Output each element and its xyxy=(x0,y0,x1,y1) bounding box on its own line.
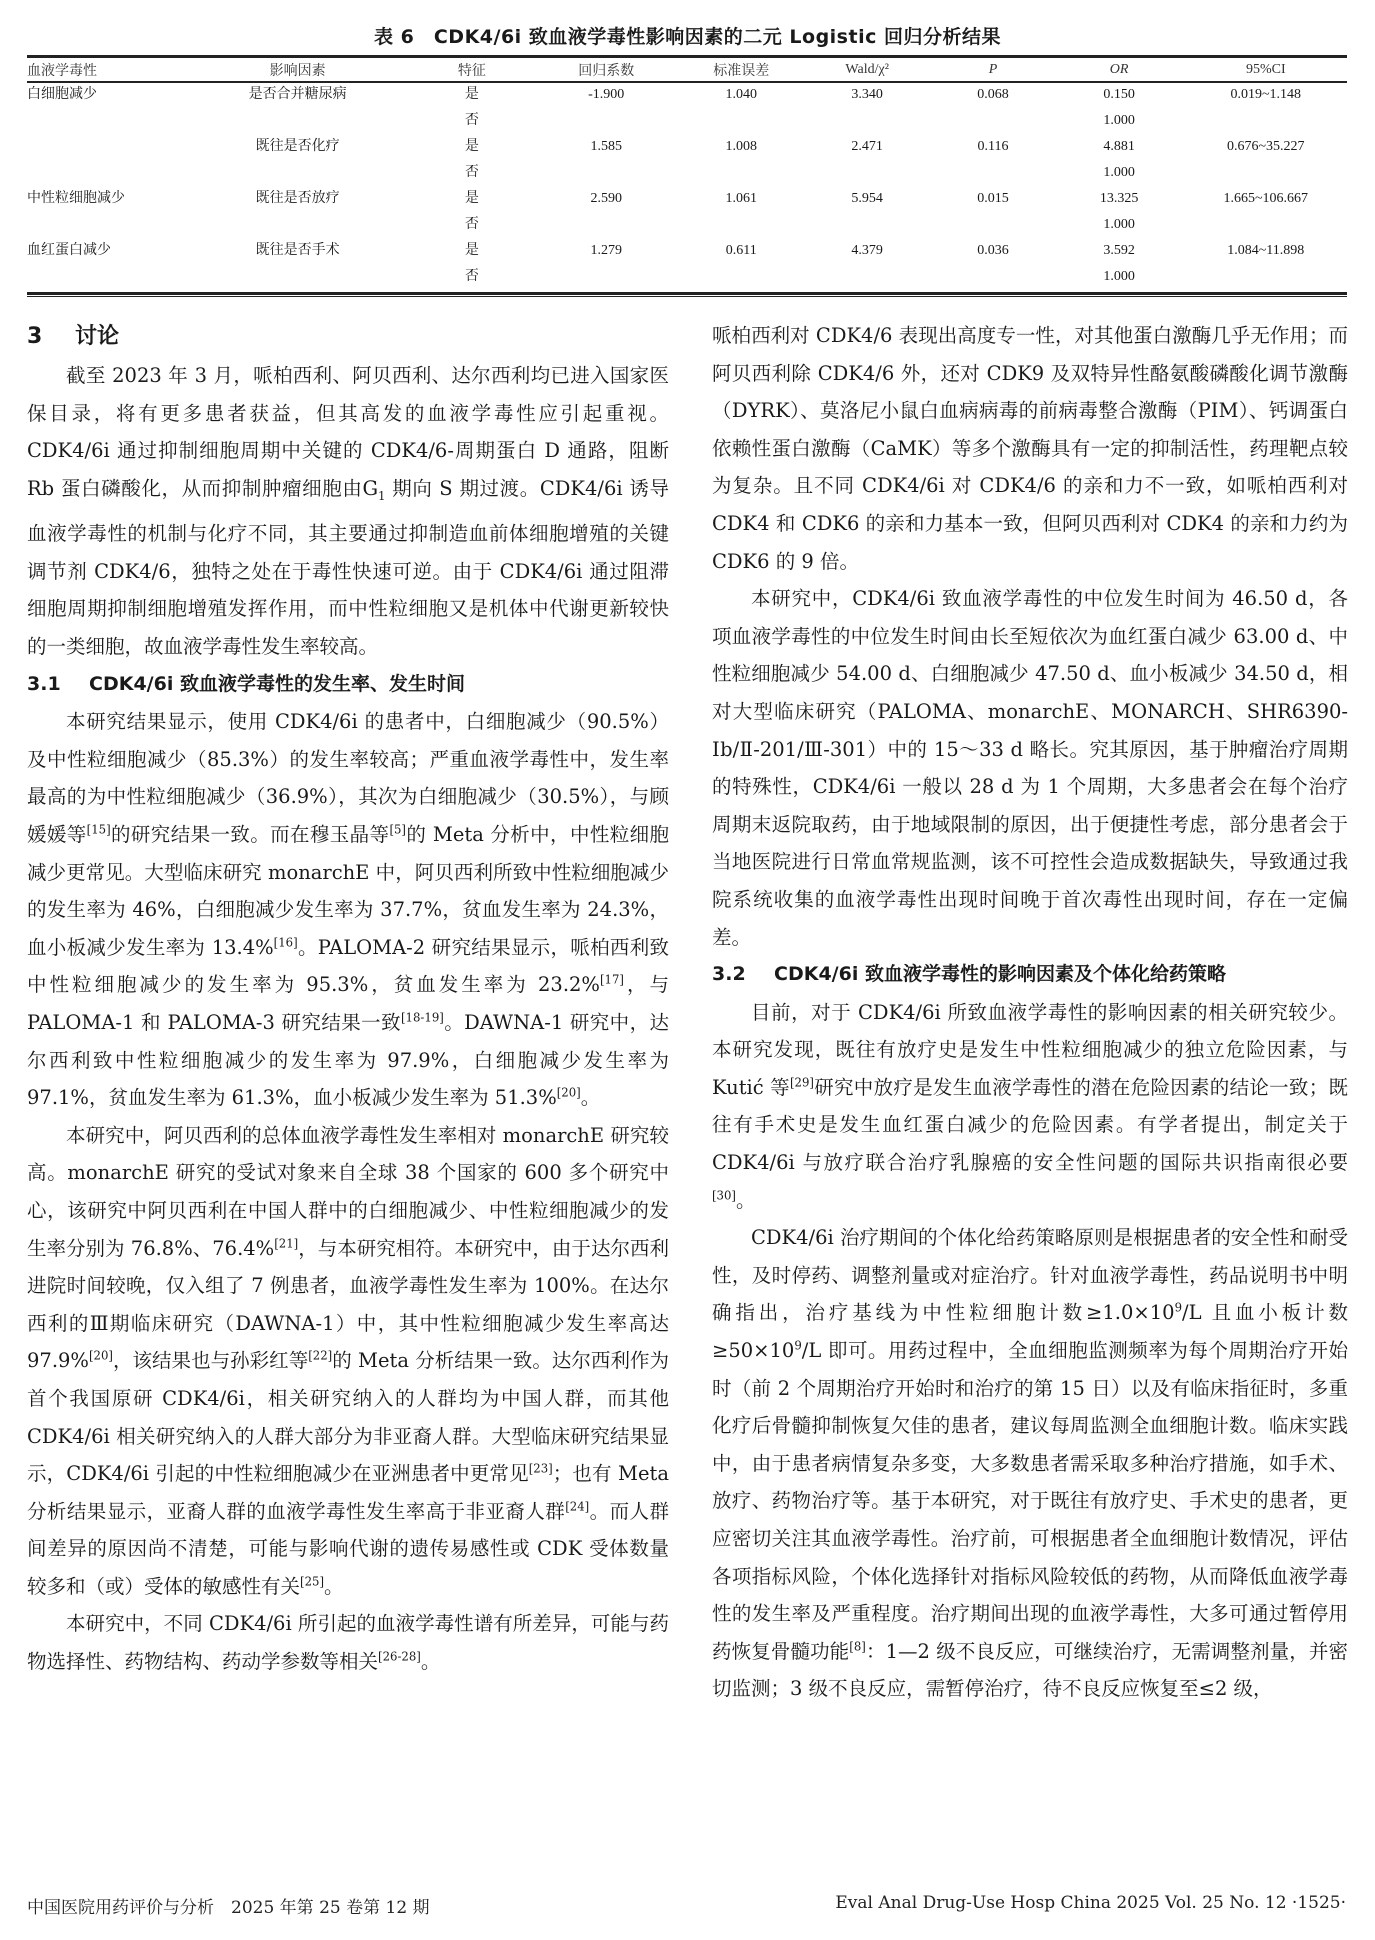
cell-toxicity: 血红蛋白减少 xyxy=(27,243,111,258)
right-column xyxy=(712,317,1348,1708)
cell-toxicity xyxy=(27,134,183,160)
citation-superscript: [25] xyxy=(300,1574,325,1589)
cell-or: 3.592 xyxy=(1103,243,1135,258)
text-run: ；也有 Meta 分析结果显示，亚裔人群的血液学毒性发生率高于非亚裔人群 xyxy=(27,1462,669,1523)
text-run: 本研究结果显示，使用 CDK4/6i 的患者中，白细胞减少（90.5%）及中性粒细胞减少（85.3%）的发生率较高；严重血液学毒性中，发生率最高的为中性粒细胞减少（36.9%），其次为白细胞减少（30.5%），与顾媛媛等 xyxy=(27,710,669,847)
cell-p xyxy=(932,212,1053,238)
table-row xyxy=(27,186,1347,212)
cell-or: 1.000 xyxy=(1103,165,1135,180)
cell-std-error: 0.611 xyxy=(725,243,757,258)
citation-superscript: [5] xyxy=(389,822,406,837)
text-run: 。 xyxy=(420,1650,441,1674)
text-run: 本研究中，不同 CDK4/6i 所引起的血液学毒性谱有所差异，可能与药物选择性、药物结构、药动学参数等相关 xyxy=(27,1612,669,1674)
cell-factor xyxy=(183,212,412,238)
cell-p xyxy=(932,264,1053,290)
text-run: /L 即可。用药过程中，全血细胞监测频率为每个周期治疗开始时（前 2 个周期治疗开始时和治疗的第 15 日）以及有临床指征时，多重化疗后骨髓抑制恢复欠佳的患者，建议每周监测全血细胞计数。临床实践中，由于患者病情复杂多变，大多数患者需采取多种治疗措施，如手术、放疗、药物治疗等。基于本研究，对于既往有放疗史、手术史的患者，更应密切关注其血液学毒性。治疗前，可根据患者全血细胞计数情况，评估各项指标风险，个体化选择针对指标风险较低的药物，从而降低血液学毒性的发生率及严重程度。治疗期间出现的血液学毒性，大多可通过暂停用药恢复骨髓功能 xyxy=(712,1339,1348,1663)
cell-ci xyxy=(1185,108,1347,134)
text-run: 的研究结果一致。而在穆玉晶等 xyxy=(110,823,390,847)
cell-feature: 是 xyxy=(464,191,479,206)
paragraph xyxy=(712,994,1348,1220)
paragraph xyxy=(27,1117,669,1606)
text-run: 。 xyxy=(324,1574,344,1598)
cell-wald xyxy=(802,264,932,290)
section-heading-3-2: 3.2 CDK4/6i 致血液学毒性的影响因素及个体化给药策略 xyxy=(712,963,1226,986)
cell-p: 0.015 xyxy=(977,191,1009,206)
paragraph: 本研究中，CDK4/6i 致血液学毒性的中位发生时间为 46.50 d，各项血液学毒性的中位发生时间由长至短依次为血红蛋白减少 63.00 d、中性粒细胞减少 54.00 d、白细胞减少 47.50 d、血小板减少 34.50 d，相对大型临床研究（PALOMA、monarchE、MONARCH、SHR6390-Ⅰb/Ⅱ-201/Ⅲ-301）中的 15～33 d 略长。究其原因，基于肿瘤治疗周期的特殊性，CDK4/6i 一般以 28 d 为 1 个周期，大多患者会在每个治疗周期末返院取药，由于地域限制的原因，出于便捷性考虑，部分患者会于当地医院进行日常血常规监测，该不可控性会造成数据缺失，导致通过我院系统收集的血液学毒性出现时间晚于首次毒性出现时间，存在一定偏差。 xyxy=(712,587,1348,949)
cell-ci: 1.084~11.898 xyxy=(1227,243,1305,258)
footer-journal-cn: 中国医院用药评价与分析 2025 年第 25 卷第 12 期 xyxy=(27,1898,430,1918)
table-row xyxy=(27,134,1347,160)
cell-factor xyxy=(183,108,412,134)
citation-superscript: [16] xyxy=(273,935,298,950)
cell-ci: 1.665~106.667 xyxy=(1223,191,1309,206)
regression-table xyxy=(27,58,1347,290)
cell-coefficient xyxy=(532,108,681,134)
col-header-p: P xyxy=(988,61,998,77)
text-run: 的 Meta 分析结果一致。达尔西利作为首个我国原研 CDK4/6i，相关研究纳入的人群均为中国人群，而其他 CDK4/6i 相关研究纳入的人群大部分为非亚裔人群。大型临床研究结果显示，CDK4/6i 引起的中性粒细胞减少在亚洲患者中更常见 xyxy=(27,1349,669,1486)
cell-wald: 5.954 xyxy=(851,191,883,206)
cell-ci xyxy=(1185,160,1347,186)
table-row xyxy=(27,264,1347,290)
table-row xyxy=(27,108,1347,134)
table-row xyxy=(27,81,1347,108)
section-heading-3: 3 讨论 xyxy=(27,324,120,349)
cell-coefficient xyxy=(532,264,681,290)
cell-factor: 既往是否化疗 xyxy=(255,139,340,154)
citation-superscript: [30] xyxy=(712,1188,736,1203)
citation-superscript: [8] xyxy=(849,1639,866,1654)
left-column xyxy=(27,317,669,1681)
cell-factor xyxy=(183,160,412,186)
citation-superscript: [20] xyxy=(88,1348,113,1363)
footer-journal-en: Eval Anal Drug-Use Hosp China 2025 Vol. 25 No. 12 ·1525· xyxy=(835,1893,1346,1913)
cell-p: 0.068 xyxy=(977,87,1009,102)
cell-p xyxy=(932,160,1053,186)
text-run: 。而人群间差异的原因尚不清楚，可能与影响代谢的遗传易感性或 CDK 受体数量较多和（或）受体的敏感性有关 xyxy=(27,1499,669,1598)
cell-toxicity: 中性粒细胞减少 xyxy=(27,191,125,206)
col-header-or: OR xyxy=(1109,61,1129,77)
text-run: 研究中放疗是发生血液学毒性的潜在危险因素的结论一致；既往有手术史是发生血红蛋白减少的危险因素。有学者提出，制定关于 CDK4/6i 与放疗联合治疗乳腺癌的安全性问题的国际共识指南很必要 xyxy=(712,1075,1348,1175)
citation-superscript: [21] xyxy=(274,1236,299,1251)
cell-feature: 否 xyxy=(464,269,479,284)
text-run: 的 Meta 分析中，中性粒细胞减少更常见。大型临床研究 monarchE 中，阿贝西利所致中性粒细胞减少的发生率为 46%，白细胞减少发生率为 37.7%，贫血发生率为 24.3%，血小板减少发生率为 13.4% xyxy=(27,823,669,959)
cell-factor: 既往是否放疗 xyxy=(255,191,340,206)
cell-coefficient: 1.279 xyxy=(590,243,622,258)
cell-p: 0.116 xyxy=(977,139,1009,154)
cell-toxicity xyxy=(27,108,183,134)
col-header-toxicity: 血液学毒性 xyxy=(27,63,97,79)
citation-superscript: 9 xyxy=(1174,1300,1182,1315)
table-row xyxy=(27,238,1347,264)
cell-factor: 既往是否手术 xyxy=(255,243,340,258)
citation-superscript: 9 xyxy=(794,1338,802,1353)
cell-factor: 是否合并糖尿病 xyxy=(248,87,347,102)
cell-feature: 是 xyxy=(464,243,479,258)
cell-std-error xyxy=(681,264,802,290)
cell-std-error: 1.008 xyxy=(725,139,758,154)
paragraph-continued: 哌柏西利对 CDK4/6 表现出高度专一性，对其他蛋白激酶几乎无作用；而阿贝西利除 CDK4/6 外，还对 CDK9 及双特异性酪氨酸磷酸化调节激酶（DYRK）、莫洛尼小鼠白血病病毒的前病毒整合激酶（PIM）、钙调蛋白依赖性蛋白激酶（CaMK）等多个激酶具有一定的抑制活性，药理靶点较为复杂。且不同 CDK4/6i 对 CDK4/6 的亲和力不一致，如哌柏西利对 CDK4 和 CDK6 的亲和力基本一致，但阿贝西利对 CDK4 的亲和力约为 CDK6 的 9 倍。 xyxy=(712,324,1348,573)
cell-ci xyxy=(1185,212,1347,238)
text-run: 。 xyxy=(736,1188,756,1212)
text-run: 。DAWNA-1 研究中，达尔西利致中性粒细胞减少的发生率为 97.9%，白细胞减少发生率为 97.1%，贫血发生率为 61.3%，血小板减少发生率为 51.3% xyxy=(27,1010,669,1110)
cell-wald: 3.340 xyxy=(851,87,883,102)
cell-toxicity: 白细胞减少 xyxy=(27,87,97,102)
table-bottom-rule xyxy=(27,292,1347,295)
citation-superscript: [22] xyxy=(308,1348,333,1363)
cell-wald: 4.379 xyxy=(851,243,883,258)
citation-superscript: [26-28] xyxy=(378,1649,421,1664)
text-run: 。PALOMA-2 研究结果显示，哌柏西利致中性粒细胞减少的发生率为 95.3%，贫血发生率为 23.2% xyxy=(27,935,669,997)
text-run: CDK4/6i 治疗期间的个体化给药策略原则是根据患者的安全性和耐受性，及时停药、调整剂量或对症治疗。针对血液学毒性，药品说明书中明确指出，治疗基线为中性粒细胞计数≥1.0×10 xyxy=(712,1226,1348,1325)
cell-ci: 0.019~1.148 xyxy=(1230,87,1302,102)
table-header-row xyxy=(27,58,1347,81)
citation-superscript: [29] xyxy=(789,1075,814,1090)
table-title: 表 6 CDK4/6i 致血液学毒性影响因素的二元 Logistic 回归分析结果 xyxy=(374,26,1001,48)
text-run: 。 xyxy=(580,1086,601,1110)
paragraph: 截至 2023 年 3 月，哌柏西利、阿贝西利、达尔西利均已进入国家医保目录，将有更多患者获益，但其高发的血液学毒性应引起重视。CDK4/6i 通过抑制细胞周期中关键的 CDK4/6-周期蛋白 D 通路，阻断 Rb 蛋白磷酸化，从而抑制肿瘤细胞由$G_1$ 期向 S 期过渡。CDK4/6i 诱导血液学毒性的机制与化疗不同，其主要通过抑制造血前体细胞增殖的关键调节剂 CDK4/6，独特之处在于毒性快速可逆。由于 CDK4/6i 通过阻滞细胞周期抑制细胞增殖发挥作用，而中性粒细胞又是机体中代谢更新较快的一类细胞，故血液学毒性发生率较高。 xyxy=(27,364,669,659)
text-run: 本研究中，阿贝西利的总体血液学毒性发生率相对 monarchE 研究较高。monarchE 研究的受试对象来自全球 38 个国家的 600 多个研究中心，该研究中阿贝西利在中国人群中的白细胞减少、中性粒细胞减少的发生率分别为 76.8%、76.4% xyxy=(27,1123,669,1260)
cell-coefficient: 1.585 xyxy=(590,139,622,154)
citation-superscript: [20] xyxy=(556,1085,581,1100)
text-run: /L 且血小板计数≥50×10 xyxy=(712,1301,1348,1363)
citation-superscript: [23] xyxy=(528,1461,553,1476)
cell-toxicity xyxy=(27,264,183,290)
text-run: ，该结果也与孙彩红等 xyxy=(112,1349,309,1373)
cell-std-error: 1.061 xyxy=(725,191,758,206)
cell-feature: 是 xyxy=(464,87,479,102)
col-header-wald: Wald/χ² xyxy=(845,61,889,77)
cell-coefficient xyxy=(532,160,681,186)
cell-feature: 否 xyxy=(464,217,479,232)
cell-or: 0.150 xyxy=(1103,87,1135,102)
paragraph xyxy=(27,703,669,1117)
citation-superscript: [18-19] xyxy=(401,1010,444,1025)
text-run: ，与本研究相符。本研究中，由于达尔西利进院时间较晚，仅入组了 7 例患者，血液学毒性发生率为 100%。在达尔西利的Ⅲ期临床研究（DAWNA-1）中，其中性粒细胞减少发生率高达 97.9% xyxy=(27,1236,669,1373)
table-row xyxy=(27,160,1347,186)
table-bottom-rule-thin xyxy=(27,296,1347,297)
cell-wald xyxy=(802,160,932,186)
section-heading-3-1: 3.1 CDK4/6i 致血液学毒性的发生率、发生时间 xyxy=(27,672,465,695)
cell-ci xyxy=(1185,264,1347,290)
text-run: 目前，对于 CDK4/6i 所致血液学毒性的影响因素的相关研究较少。本研究发现，既往有放疗史是发生中性粒细胞减少的独立危险因素，与 Kutić 等 xyxy=(712,1000,1348,1099)
text-run: ：1—2 级不良反应，可继续治疗，无需调整剂量，并密切监测；3 级不良反应，需暂停治疗，待不良反应恢复至≤2 级， xyxy=(712,1639,1348,1701)
cell-std-error: 1.040 xyxy=(725,87,758,102)
paragraph xyxy=(712,1219,1348,1708)
cell-feature: 是 xyxy=(464,139,479,154)
cell-p xyxy=(932,108,1053,134)
cell-or: 1.000 xyxy=(1103,113,1135,128)
cell-coefficient xyxy=(532,212,681,238)
cell-feature: 否 xyxy=(464,113,479,128)
cell-std-error xyxy=(681,160,802,186)
cell-wald xyxy=(802,212,932,238)
cell-or: 1.000 xyxy=(1103,269,1135,284)
col-header-feature: 特征 xyxy=(457,63,486,79)
cell-or: 4.881 xyxy=(1103,139,1135,154)
col-header-std-error: 标准误差 xyxy=(713,63,770,79)
col-header-factor: 影响因素 xyxy=(269,63,326,79)
cell-std-error xyxy=(681,212,802,238)
cell-toxicity xyxy=(27,212,183,238)
text-run: ，与 PALOMA-1 和 PALOMA-3 研究结果一致 xyxy=(27,973,669,1034)
citation-superscript: [24] xyxy=(565,1499,590,1514)
paragraph xyxy=(27,1605,669,1680)
col-header-ci: 95%CI xyxy=(1245,61,1286,77)
cell-wald: 2.471 xyxy=(851,139,883,154)
cell-factor xyxy=(183,264,412,290)
cell-or: 13.325 xyxy=(1099,191,1139,206)
cell-std-error xyxy=(681,108,802,134)
cell-or: 1.000 xyxy=(1103,217,1135,232)
cell-coefficient: -1.900 xyxy=(588,87,625,102)
cell-ci: 0.676~35.227 xyxy=(1226,139,1305,154)
cell-coefficient: 2.590 xyxy=(590,191,622,206)
table-row xyxy=(27,212,1347,238)
citation-superscript: [15] xyxy=(86,822,111,837)
citation-superscript: [17] xyxy=(599,972,624,987)
cell-toxicity xyxy=(27,160,183,186)
cell-feature: 否 xyxy=(464,165,479,180)
col-header-coefficient: 回归系数 xyxy=(578,63,635,79)
cell-wald xyxy=(802,108,932,134)
cell-p: 0.036 xyxy=(977,243,1009,258)
